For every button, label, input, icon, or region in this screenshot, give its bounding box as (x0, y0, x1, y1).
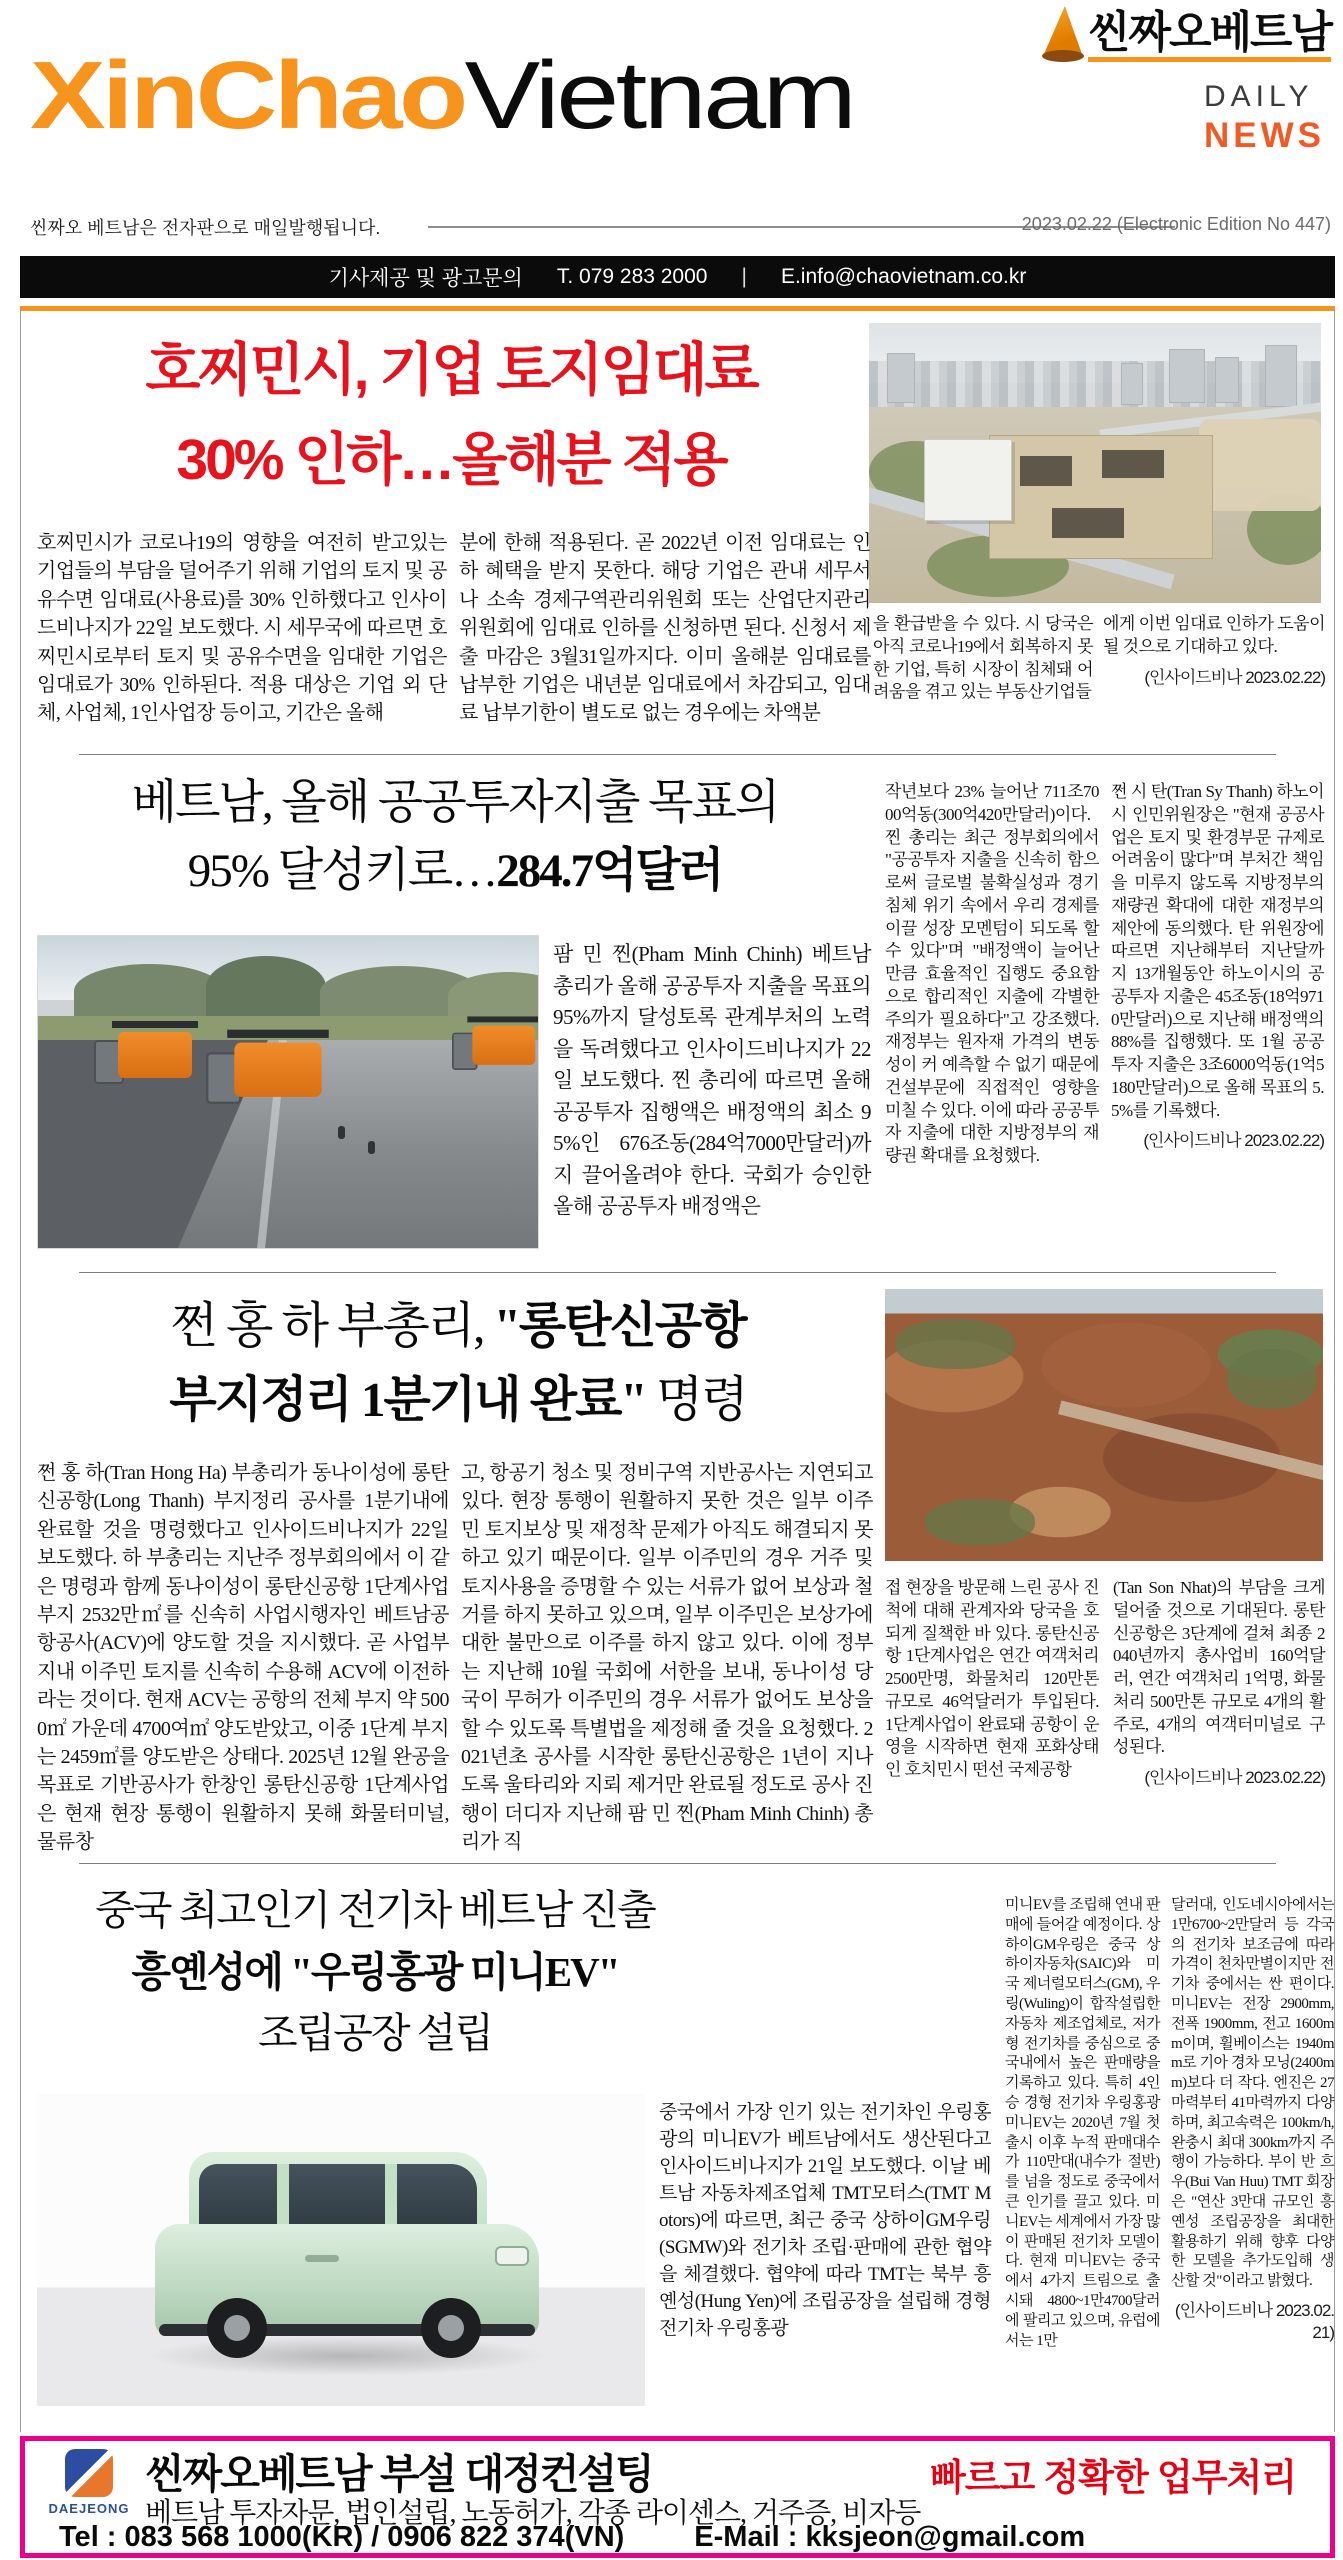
ad-email: E-Mail : kksjeon@gmail.com (694, 2521, 1086, 2553)
daejeong-logo-icon (65, 2449, 113, 2497)
article3-column-2: 고, 항공기 청소 및 정비구역 지반공사는 지연되고 있다. 현장 통행이 원활하지 못한 것은 일부 이주민 토지보상 및 재정착 문제가 아직도 해결되지 못하고 있기 때문이다. 일부 이주민의 경우 거주 및 토지사용을 증명할 수 있는 서류가 없어 보상과 철거를 하지 못하고 있으며, 일부 이주민은 보상가에 대한 불만으로 이주를 하지 않고 있다. 이에 정부는 지난해 10월 국회에 서한을 보내, 동나이성 당국이 무허가 이주민의 경우 서류가 없어도 보상을 할 수 있도록 특별법을 제정해 줄 것을 요청했다. 2021년초 공사를 시작한 롱탄신공항은 1년이 지나도록 울타리와 지뢰 제거만 완료될 정도로 공사 진행이 더디자 지난해 팜 민 찐(Pham Minh Chinh) 총리가 직 (461, 1462, 873, 1854)
article-public-investment (21, 755, 1334, 1273)
brand-badge (1044, 6, 1331, 62)
ad-telephone: Tel : 083 568 1000(KR) / 0906 822 374(VN) (59, 2521, 625, 2553)
photo-shape (1227, 1349, 1317, 1409)
photo-shape (1058, 1401, 1323, 1492)
article1-column-3: 을 환급받을 수 있다. 시 당국은 아직 코로나19에서 회복하지 못한 기업, 특히 시장이 침체돼 어려움을 겪고 있는 부동산기업들 (873, 614, 1093, 702)
news-label: NEWS (1204, 116, 1325, 155)
ad-title: 씬짜오베트남 부설 대정컨설팅 (145, 2451, 653, 2497)
contact-phone: T. 079 283 2000 (556, 265, 708, 288)
article3-headline: 쩐 홍 하 부총리, "롱탄신공항 부지정리 1분기내 완료" 명령 (169, 1298, 747, 1427)
contact-label: 기사제공 및 광고문의 (328, 267, 523, 290)
article4-column-2: 미니EV를 조립해 연내 판매에 들어갈 예정이다. 상하이GM우링은 중국 상하이자동차(SAIC)와 미국 제너럴모터스(GM), 우링(Wuling)이 합작설립한 자동차 제조업체로, 저가형 전기차를 중심으로 중국내에서 높은 판매량을 기록하고 있다. 특히 4인승 경형 전기차 우링홍광 미니EV는 2020년 7월 첫출시 이후 누적 판매대수가 110만대(내수가 절반)를 넘을 정도로 중국에서 큰 인기를 끌고 있다. 미니EV는 세계에서 가장 많이 판매된 전기차 모델이다. 현재 미니EV는 중국에서 4가지 트림으로 출시돼 4800~1만4700달러에 팔리고 있으며, 유럽에서는 1만 (1005, 1897, 1160, 2349)
article4-headline: 중국 최고인기 전기차 베트남 진출 흥옌성에 "우링홍광 미니EV" 조립공장 설립 (95, 1887, 655, 2056)
photo-shape (206, 956, 326, 1018)
article1-headline: 호찌민시, 기업 토지임대료 30% 인하…올해분 적용 (145, 338, 757, 493)
article4-column-1: 중국에서 가장 인기 있는 전기차인 우링홍광의 미니EV가 베트남에서도 생산된다고 인사이드비나지가 21일 보도했다. 이날 베트남 자동차제조업체 TMT모터스(TMT Motors)에 따르면, 최근 중국 상하이GM우링(SGMW)와 전기차 조립·판매에 관한 협약을 체결했다. 협약에 따라 TMT는 북부 흥옌성(Hung Yen)에 조립공장을 설립해 경형 전기차 우링홍광 (659, 2102, 991, 2339)
article1-column-2: 분에 한해 적용된다. 곧 2022년 이전 임대료는 인하 혜택을 받지 못한다. 해당 기업은 관내 세무서나 소속 경제구역관리위원회 또는 산업단지관리위원회에 임대료 인하를 신청하면 된다. 신청서 제출 마감은 3월31일까지다. 이미 올해분 임대료를 납부한 기업은 내년분 임대료에서 차감되고, 임대료 납부기한이 별도로 없는 경우에는 차액분 (459, 532, 871, 725)
contact-bar (20, 256, 1335, 298)
mini-ev-car-shape (155, 2152, 539, 2358)
article3-column-3: 접 현장을 방문해 느린 공사 진척에 대해 관계자와 당국을 호되게 질책한 바 있다. 롱탄신공항 1단계사업은 연간 여객처리 2500만명, 화물처리 120만톤 규모로 46억달러가 투입된다. 1단계사업이 완료돼 공항이 운영을 시작하면 현재 포화상태인 호치민시 떤선 국제공항 (885, 1578, 1099, 1780)
photo-shape (338, 1126, 345, 1139)
article3-column-1: 쩐 홍 하(Tran Hong Ha) 부총리가 동나이성에 롱탄신공항(Long Thanh) 부지정리 공사를 1분기내에 완료할 것을 명령했다고 인사이드비나지가 22일 보도했다. 하 부총리는 지난주 정부회의에서 이 같은 명령과 함께 동나이성이 롱탄신공항 1단계사업 부지 2532만㎡를 신속히 사업시행자인 베트남공항공사(ACV)에 양도할 것을 지시했다. 곧 사업부지내 이주민 토지를 신속히 수용해 ACV에 이전하라는 것이다. 현재 ACV는 공항의 전체 부지 약 5000㎡ 가운데 4700여㎡ 양도받았고, 이중 1단계 부지는 2459㎡를 양도받은 상태다. 2025년 12월 완공을 목표로 기반공사가 한창인 롱탄신공항 1단계사업은 현재 현장 통행이 원활하지 못해 화물터미널, 물류창 (37, 1462, 449, 1854)
article-wuling-mini-ev (21, 1864, 1334, 2437)
photo-shape (1215, 357, 1239, 403)
photo-shape (1265, 345, 1297, 407)
ad-slogan: 빠르고 정확한 업무처리 (930, 2457, 1296, 2498)
article1-column-1: 호찌민시가 코로나19의 영향을 여전히 받고있는 기업들의 부담을 덜어주기 위해 기업의 토지 및 공유수면 임대료(사용료)를 30% 인하했다고 인사이드비나지가 22일 보도했다. 시 세무국에 따르면 호찌민시로부터 토지 및 공유수면을 임대한 기업은 임대료가 30% 인하된다. 적용 대상은 기업 외 단체, 사업체, 1인사업장 등이고, 기간은 올해 (37, 532, 447, 725)
ad-contact-row (59, 2521, 1085, 2554)
article4-attribution: (인사이드비나 2023.02.21) (1174, 2300, 1334, 2343)
brand-badge-text: 씬짜오베트남 (1088, 9, 1331, 62)
longthanh-site-aerial-photo (885, 1289, 1323, 1561)
masthead (30, 42, 854, 149)
wheel-shape (421, 2298, 481, 2358)
road-construction-photo (37, 935, 539, 1249)
article1-column-4: 에게 이번 임대료 인하가 도움이 될 것으로 기대하고 있다. (인사이드비나 2023.02.22) (1103, 613, 1325, 689)
article4-column-3: 달러대, 인도네시아에서는 1만6700~2만달러 등 각국의 전기차 보조금에 따라 가격이 천차만별이지만 전기차 중에서는 싼 편이다. 미니EV는 전장 2900mm, 전폭 1900mm, 전고 1600mm이며, 휠베이스는 1940mm로 기아 경차 모닝(2400mm)보다 더 작다. 엔진은 27마력부터 41마력까지 다양하며, 최고속력은 100km/h, 완충시 최대 300km까지 주행이 가능하다. 부이 반 흐우(Bui Van Huu) TMT 회장은 "연산 3만대 규모인 흥옌성 조립공장을 최대한 활용하기 위해 향후 다양한 모델을 추가도입해 생산할 것"이라고 밝혔다. (인사이드비나 2023.02.21) (1171, 1896, 1334, 2345)
photo-shape (925, 1499, 1035, 1545)
article3-column-4: (Tan Son Nhat)의 부담을 크게 덜어줄 것으로 기대된다. 롱탄신공항은 3단계에 걸쳐 최종 2040년까지 총사업비 160억달러, 연간 여객처리 1억명, 화물처리 500만톤 규모로 4개의 활주로, 4개의 여객터미널로 구성된다. (인사이드비나 2023.02.22) (1113, 1577, 1325, 1790)
masthead-vietnam: Vietnam (464, 42, 854, 149)
publication-tagline: 씬짜오 베트남은 전자판으로 매일발행됩니다. (30, 218, 381, 238)
article1-attribution: (인사이드비나 2023.02.22) (1144, 667, 1325, 687)
daejeong-logo-text: DAEJEONG (48, 2501, 130, 2516)
photo-shape (869, 361, 1321, 409)
mini-ev-car-photo (37, 2094, 645, 2406)
article3-attribution: (인사이드비나 2023.02.22) (1144, 1768, 1325, 1788)
photo-shape (74, 964, 224, 1018)
edition-info: 2023.02.22 (Electronic Edition No 447) (1021, 214, 1331, 234)
article2-column-1: 팜 민 찐(Pham Minh Chinh) 베트남 총리가 올해 공공투자 지출을 목표의 95%까지 달성토록 관계부처의 노력을 독려했다고 인사이드비나지가 22일 보도했다. 찐 총리에 따르면 올해 공공투자 집행액은 배정액의 최소 95%인 676조동(284억7000만달러)까지 끌어올려야 한다. 국회가 승인한 올해 공공투자 배정액은 (553, 942, 871, 1218)
article2-column-3: 쩐 시 탄(Tran Sy Thanh) 하노이시 인민위원장은 "현재 공공사업은 토지 및 환경부문 규제로 어려움이 많다"며 부처간 책임을 미루지 않도록 지방정부의 재량권 확대에 대한 재정부의 제안에 동의했다. 탄 위원장에 따르면 지난해부터 지난달까지 13개월동안 하노이시의 공공투자 지출은 45조동(18억9710만달러)으로 지난해 배정액의 88%를 집행했다. 또 1월 공공투자 지출은 3조6000억동(1억5180만달러)으로 올해 목표의 5.5%를 기록했다. (인사이드비나 2023.02.22) (1111, 781, 1324, 1153)
ad-services: 베트남 투자자문, 법인설립, 노동허가, 각종 라이센스, 거주증, 비자등 (145, 2498, 921, 2529)
article2-attribution: (인사이드비나 2023.02.22) (1143, 1131, 1324, 1151)
contact-email: E.info@chaovietnam.co.kr (780, 265, 1027, 288)
daily-news-block (1204, 80, 1325, 156)
masthead-xinchao: XinChao (30, 42, 465, 149)
article2-headline: 베트남, 올해 공공투자지출 목표의 95% 달성키로…284.7억달러 (131, 777, 779, 898)
daejeong-logo (41, 2449, 137, 2516)
wheel-shape (207, 2298, 267, 2358)
hcmc-aerial-photo (869, 323, 1321, 603)
photo-shape (1121, 363, 1143, 405)
article-hcmc-land-rent-cut (21, 311, 1334, 755)
daejeong-consulting-ad (20, 2436, 1335, 2558)
daily-label: DAILY (1204, 80, 1314, 113)
article2-column-2: 작년보다 23% 늘어난 711조7000억동(300억420만달러)이다. 찐 총리는 최근 정부회의에서 "공공투자 지출을 신속히 함으로써 글로벌 불확실성과 경기침체 위기 속에서 우리 경제를 이끌 성장 모멘텀이 되도록 할 수 있다"며 "배정액이 늘어난 만큼 효율적인 집행도 중요함으로 합리적인 지출에 각별한 주의가 필요하다"고 강조했다. 재정부는 원자재 가격의 변동성이 커 예측할 수 없기 때문에 건설부문에 직접적인 영향을 미칠 수 있다. 이에 따라 공공투자 지출에 대한 지방정부의 재량권 확대를 요청했다. (885, 782, 1099, 1166)
photo-shape (1169, 349, 1205, 403)
photo-shape (1199, 419, 1321, 511)
construction-site-shape (989, 435, 1213, 559)
article-longthanh-airport (21, 1273, 1334, 1864)
photo-shape (924, 439, 1012, 521)
photo-shape (895, 1319, 1015, 1369)
articles-frame (20, 306, 1335, 2432)
photo-shape (368, 1141, 375, 1154)
contact-divider: | (741, 265, 747, 288)
conical-hat-icon (1044, 6, 1082, 62)
photo-shape (887, 353, 915, 403)
